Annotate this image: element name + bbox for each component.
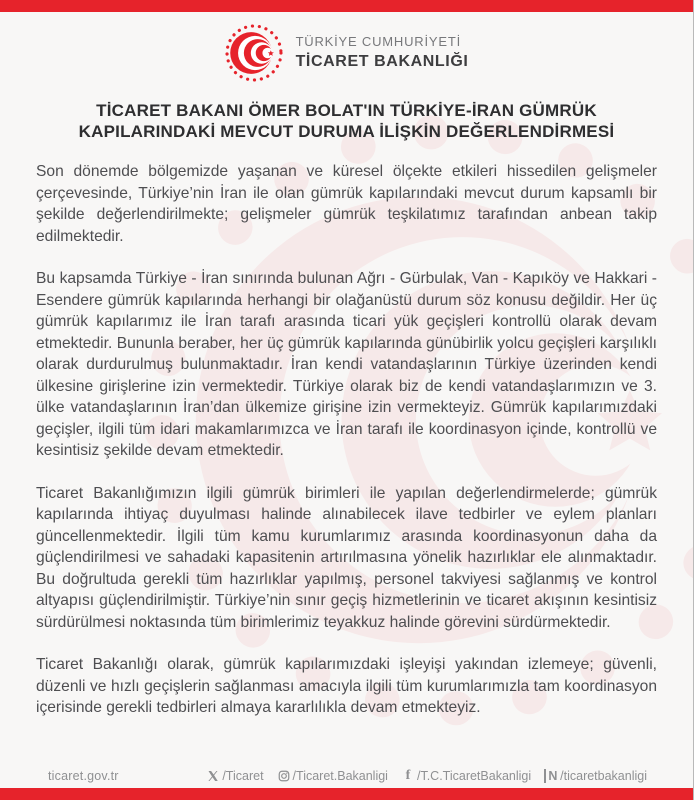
page-title-line1: TİCARET BAKANI ÖMER BOLAT'IN TÜRKİYE-İRAN GÜMRÜK <box>96 101 597 120</box>
nsosyal-icon: N <box>544 769 558 783</box>
statement-paragraph-4: Ticaret Bakanlığı olarak, gümrük kapılarımızdaki işleyişi yakından izlemeye; güvenli, düzenli ve hızlı geçişlerin sağlanması amacıyla ilgili tüm kurumlarımızla tam koordinasyon içerisinde gerekli tedbirleri almaya kararlılıkla devam etmekteyiz. <box>36 656 657 717</box>
ministry-name-line2: TİCARET BAKANLIĞI <box>295 52 469 70</box>
website-link[interactable]: ticaret.gov.tr <box>48 769 119 783</box>
statement-body <box>36 161 657 719</box>
x-icon <box>206 769 220 783</box>
social-handle: /Ticaret.Bakanligi <box>292 769 388 783</box>
bottom-red-strip <box>0 788 693 800</box>
footer-bar <box>0 769 693 783</box>
ministry-logo <box>0 24 693 82</box>
page-title-line2: KAPILARINDAKİ MEVCUT DURUMA İLİŞKİN DEĞERLENDİRMESİ <box>78 122 615 142</box>
instagram-icon <box>277 769 291 783</box>
social-link-instagram[interactable] <box>277 769 388 783</box>
statement-paragraph-2: Bu kapsamda Türkiye - İran sınırında bulunan Ağrı - Gürbulak, Van - Kapıköy ve Hakkari - Esendere gümrük kapılarında herhangi bir olağanüstü durum söz konusu değildir. Her üç gümrük kapılarımız ile İran tarafı arasında ticari yük geçişleri kontrollü olarak devam etmektedir. Bununla beraber, her üç gümrük kapılarında günübirlik yolcu geçişleri karşılıklı olarak durdurulmuş bulunmaktadır. İran kendi vatandaşlarının Türkiye üzerinden kendi ülkesine girişlerine izin vermektedir. Türkiye olarak biz de kendi vatandaşlarımızın ve 3. ülke vatandaşlarının İran’dan ülkemize girişine izin vermekteyiz. Gümrük kapılarımızdaki geçişler, ilgili tüm idari makamlarımızca ve İran tarafı ile koordinasyon içinde, kontrollü ve kesintisiz şekilde devam etmektedir. <box>36 270 657 460</box>
page-title <box>37 100 657 142</box>
social-handle: /T.C.TicaretBakanligi <box>416 769 532 783</box>
social-link-nsosyal[interactable] <box>544 769 647 783</box>
social-link-facebook[interactable] <box>401 769 531 783</box>
statement-paragraph-3: Ticaret Bakanlığımızın ilgili gümrük birimleri ile yapılan değerlendirmelerde; gümrük kapılarında ihtiyaç duyulması halinde alınabilecek ilave tedbirler ve eylem planları güncellenmektedir. İlgili tüm kamu kurumlarımız arasında koordinasyonun daha da güçlendirilmesi ve sahadaki kapasitenin artırılmasına yönelik hazırlıklar ele alınmaktadır. Bu doğrultuda gerekli tüm hazırlıklar yapılmış, personel takviyesi sağlanmış ve kontrol altyapısı güçlendirilmiştir. Türkiye’nin sınır geçiş hizmetlerinin ve ticaret akışının kesintisiz sürdürülmesi noktasında tüm birimlerimiz teyakkuz halinde görevini sürdürmektedir. <box>36 484 657 631</box>
social-handle: /ticaretbakanligi <box>560 769 647 783</box>
ministry-emblem-icon <box>225 24 283 82</box>
ministry-name <box>296 34 469 71</box>
social-links <box>206 769 647 783</box>
statement-paragraph-1: Son dönemde bölgemizde yaşanan ve küresel ölçekte etkileri hissedilen gelişmeler çerçevesinde, Türkiye’nin İran ile olan gümrük kapılarındaki mevcut durum kapsamlı bir şekilde değerlendirilmekte; gelişmeler gümrük teşkilatımız tarafından anbean takip edilmektedir. <box>36 163 657 245</box>
facebook-icon: f <box>405 768 411 783</box>
social-handle: /Ticaret <box>222 769 264 783</box>
top-red-strip <box>0 0 693 12</box>
ministry-name-line1: TÜRKİYE CUMHURİYETİ <box>295 34 461 50</box>
social-link-x[interactable] <box>206 769 263 783</box>
